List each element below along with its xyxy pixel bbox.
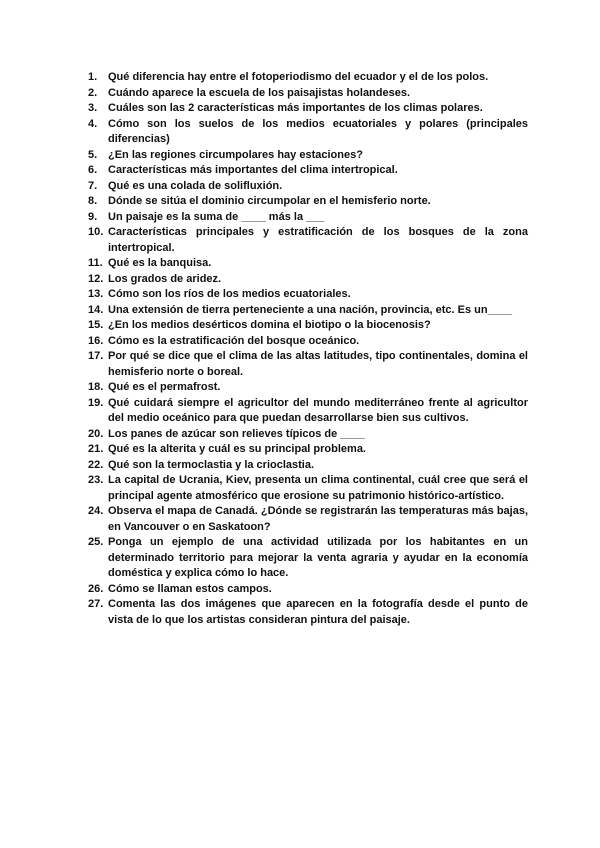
question-number: 11. <box>88 257 103 269</box>
question-text: Cómo son los suelos de los medios ecuatoriales y polares (principales diferencias) <box>108 117 528 145</box>
question-number: 6. <box>88 164 98 176</box>
list-item <box>88 473 528 504</box>
list-item <box>88 442 528 458</box>
question-text: Qué cuidará siempre el agricultor del mundo mediterráneo frente al agricultor del medio oceánico para que puedan desarrollarse bien sus cultivos. <box>108 396 528 424</box>
list-item <box>88 256 528 272</box>
question-text: Cuáles son las 2 características más importantes de los climas polares. <box>108 102 483 114</box>
question-text: Características principales y estratificación de los bosques de la zona intertropical. <box>108 226 528 254</box>
question-number: 23. <box>88 474 104 486</box>
question-text: Qué es una colada de solifluxión. <box>108 179 283 192</box>
question-number: 24. <box>88 505 104 517</box>
list-item <box>88 396 528 427</box>
question-number: 7. <box>88 179 98 192</box>
question-text: Una extensión de tierra perteneciente a una nación, provincia, etc. Es un____ <box>108 303 513 316</box>
question-text: Ponga un ejemplo de una actividad utilizada por los habitantes en un determinado territorio para mejorar la venta agraria y ayudar en la economía doméstica y explica cómo lo hace. <box>108 536 528 579</box>
question-number: 5. <box>88 148 98 161</box>
question-text: Los grados de aridez. <box>108 272 222 285</box>
list-item <box>88 272 528 288</box>
question-number: 20. <box>88 427 104 440</box>
question-text: Qué diferencia hay entre el fotoperiodismo del ecuador y el de los polos. <box>108 71 489 83</box>
question-text: Un paisaje es la suma de ____ más la ___ <box>108 210 325 223</box>
question-text: La capital de Ucrania, Kiev, presenta un clima continental, cuál cree que será el principal agente atmosférico que erosione su patrimonio histórico-artístico. <box>108 474 528 502</box>
list-item <box>88 101 528 117</box>
question-number: 18. <box>88 381 104 393</box>
question-number: 12. <box>88 272 104 285</box>
list-item <box>88 458 528 474</box>
question-number: 16. <box>88 334 104 347</box>
list-item <box>88 287 528 303</box>
question-number: 26. <box>88 582 104 595</box>
list-item <box>88 318 528 334</box>
list-item <box>88 86 528 102</box>
question-number: 10. <box>88 226 104 238</box>
question-number: 9. <box>88 210 98 223</box>
question-text: Qué es la banquisa. <box>108 257 212 269</box>
list-item <box>88 210 528 226</box>
question-number: 21. <box>88 443 104 455</box>
list-item <box>88 597 528 628</box>
question-list <box>88 70 528 628</box>
list-item <box>88 194 528 210</box>
question-number: 13. <box>88 288 104 300</box>
question-text: Qué es la alterita y cuál es su principal problema. <box>108 443 366 455</box>
question-text: Características más importantes del clima intertropical. <box>108 164 398 176</box>
list-item <box>88 148 528 164</box>
question-text: Cómo es la estratificación del bosque oceánico. <box>108 334 360 347</box>
question-text: Dónde se sitúa el dominio circumpolar en el hemisferio norte. <box>108 195 431 207</box>
question-text: Cómo son los ríos de los medios ecuatoriales. <box>108 288 351 300</box>
question-number: 2. <box>88 86 98 99</box>
list-item <box>88 504 528 535</box>
question-text: Los panes de azúcar son relieves típicos de ____ <box>108 427 365 440</box>
question-text: Qué son la termoclastia y la crioclastia. <box>108 458 315 471</box>
question-text: Comenta las dos imágenes que aparecen en la fotografía desde el punto de vista de lo que los artistas consideran pintura del paisaje. <box>108 598 528 626</box>
list-item <box>88 582 528 598</box>
list-item <box>88 427 528 443</box>
question-text: Qué es el permafrost. <box>108 381 221 393</box>
list-item <box>88 349 528 380</box>
question-number: 4. <box>88 117 98 130</box>
question-number: 14. <box>88 303 104 316</box>
question-text: ¿En los medios desérticos domina el biotipo o la biocenosis? <box>108 319 431 331</box>
question-number: 15. <box>88 319 104 331</box>
question-number: 1. <box>88 71 98 83</box>
list-item <box>88 117 528 148</box>
question-number: 17. <box>88 350 104 362</box>
list-item <box>88 535 528 582</box>
list-item <box>88 70 528 86</box>
question-text: ¿En las regiones circumpolares hay estaciones? <box>108 148 363 161</box>
question-text: Observa el mapa de Canadá. ¿Dónde se registrarán las temperaturas más bajas, en Vancouver o en Saskatoon? <box>108 505 529 533</box>
list-item <box>88 303 528 319</box>
list-item <box>88 163 528 179</box>
list-item <box>88 179 528 195</box>
question-text: Por qué se dice que el clima de las altas latitudes, tipo continentales, domina el hemisferio norte o boreal. <box>108 350 528 378</box>
question-number: 19. <box>88 396 104 409</box>
list-item <box>88 225 528 256</box>
question-text: Cuándo aparece la escuela de los paisajistas holandeses. <box>108 86 411 99</box>
question-number: 22. <box>88 458 104 471</box>
question-number: 3. <box>88 102 98 114</box>
question-text: Cómo se llaman estos campos. <box>108 582 272 595</box>
question-number: 25. <box>88 536 104 548</box>
list-item <box>88 380 528 396</box>
list-item <box>88 334 528 350</box>
question-number: 27. <box>88 598 104 610</box>
question-number: 8. <box>88 195 98 207</box>
